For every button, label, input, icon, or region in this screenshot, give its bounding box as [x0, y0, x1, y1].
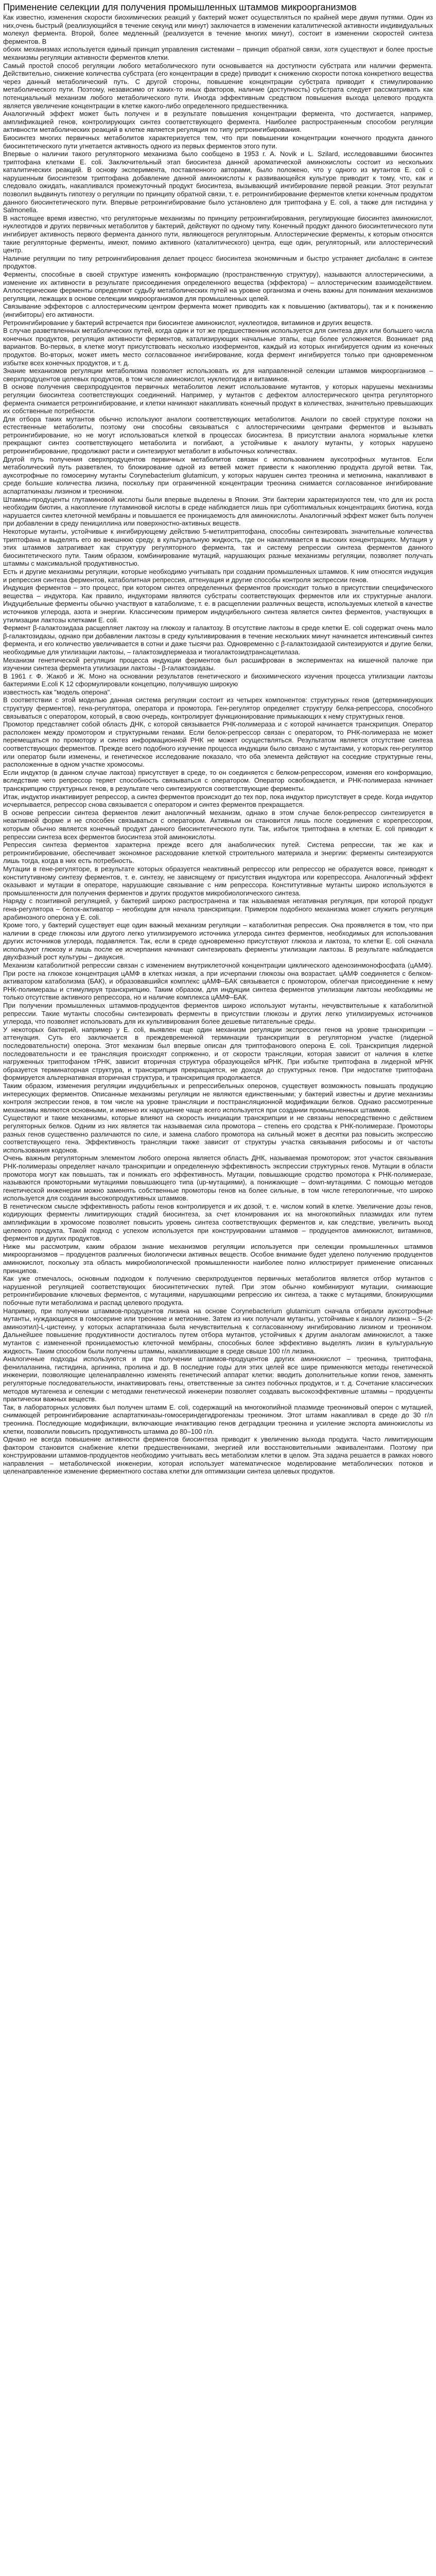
paragraph: В основе получения сверхпродуцентов первичных метаболитов лежит использование мутантов, у которых нарушены механизмы регуляции биосинтеза соответствующих соединений. Например, у мутантов с дефектом аллостерического центра регуляторного фермента снимается ретроингибирование, и клетки начинают накапливать конечный продукт в количествах, значительно превышающих их собственные потребности.	[3, 383, 433, 415]
paragraph: обоих механизмах используется единый принцип управления системами – принцип обратной связи, хотя существуют и более простые механизмы регуляции активности ферментов клетки.	[3, 45, 433, 61]
paragraph: Как уже отмечалось, основным подходом к получению сверхпродуцентов первичных метаболитов является отбор мутантов с нарушенной регуляцией соответствующих биосинтетических путей. При этом обычно комбинируют мутации, снимающие ретроингибирование ключевых ферментов, с мутациями, нарушающими репрессию их синтеза, а также с мутациями, блокирующими побочные пути метаболизма и распад целевого продукта.	[3, 1275, 433, 1307]
paragraph: Для отбора таких мутантов обычно используют аналоги соответствующих метаболитов. Аналоги по своей структуре похожи на естественные метаболиты, поэтому они способны связываться с аллостерическими центрами ферментов и вызывать ретроингибирование, но не могут использоваться клеткой в процессах биосинтеза. В присутствии аналога нормальные клетки прекращают синтез соответствующего метаболита и погибают, а устойчивые к аналогу мутанты, у которых нарушено ретроингибирование, продолжают расти и синтезируют метаболит в избыточных количествах.	[3, 415, 433, 455]
paragraph: Механизм генетической регуляции процесса индукции ферментов был расшифрован в экспериментах на кишечной палочке при изучении синтеза фермента утилизации лактозы - β-галактозидазы.	[3, 656, 433, 672]
paragraph: Кроме того, у бактерий существует еще один важный механизм регуляции – катаболитная репрессия. Она проявляется в том, что при наличии в среде глюкозы или другого легко утилизируемого источника углерода синтез ферментов, необходимых для использования других источников углерода, подавляется. Так, если в среде одновременно присутствуют глюкоза и лактоза, то клетки E. coli сначала используют глюкозу и лишь после ее исчерпания начинают синтезировать ферменты утилизации лактозы. В результате наблюдается двухфазный рост культуры – диауксия.	[3, 921, 433, 961]
paragraph: Впервые о наличии такого регуляторного механизма было сообщено в 1953 г. А. Novik и L. Szilard, исследовавшими биосинтез триптофана клетками Е. coli. Заключительный этап биосинтеза данной ароматической аминокислоты состоит из нескольких каталитических реакций. В основу эксперимента, поставленного авторами, было положено, что у одного из мутантов Е. coli с нарушенным биосинтезом триптофана добавление данной аминокислоты к развивающейся культуре приводит к тому, что, как и следовало ожидать, накапливался промежуточный продукт биосинтеза, вызывающий ингибирование первой реакции. Этот результат позволил выдвинуть гипотезу о регуляции по принципу обратной связи, т. е. ретроингибирование ферментов клетки конечным продуктом данного биосинтетического пути. Впервые ретроингибирование было установлено для триптофана у E. coli, а также для гистидина у Salmonella.	[3, 150, 433, 214]
paragraph: Самый простой способ регуляции любого метаболического пути основывается на доступности субстрата или наличии фермента. Действительно, снижение количества субстрата (его концентрации в среде) приводит к снижению скорости потока конкретного вещества через данный метаболический путь. С другой стороны, повышение концентрации субстрата приводит к стимулированию метаболического пути. Поэтому, независимо от каких-то иных факторов, наличие (доступность) субстрата следует рассматривать как потенциальный механизм любого метаболического пути. Иногда эффективным средством повышения выхода целевого продукта является увеличение концентрации в клетке какого-либо определенного предшественника.	[3, 61, 433, 110]
paragraph: Итак, индуктор инактивирует репрессор, а синтез ферментов происходит до тех пор, пока индуктор присутствует в среде. Когда индуктор исчерпывается, репрессор снова связывается с оператором и синтез ферментов прекращается.	[3, 792, 433, 809]
paragraph: Наряду с позитивной регуляцией, у бактерий широко распространена и так называемая негативная регуляция, при которой продукт гена-регулятора – белок-активатор – необходим для начала транскрипции. Примером подобного механизма может служить регуляция арабинозного оперона у Е. coli.	[3, 897, 433, 921]
paragraph: Связывание эффекторов с аллостерическим центром фермента может приводить как к повышению (активаторы), так и к понижению (ингибиторы) его активности.	[3, 302, 433, 318]
paragraph: Наличие регуляции по типу ретроингибирования делает процесс биосинтеза экономичным и быстро устраняет дисбаланс в синтезе продуктов.	[3, 254, 433, 270]
paragraph: В 1961 г. Ф. Жакоб и Ж. Моно на основании результатов генетического и биохимического изучения процесса утилизации лактозы бактериями E.coli K 12 сформулировали концепцию, получившую широкую	[3, 672, 433, 688]
paragraph: Например, при получении штаммов-продуцентов лизина на основе Corynebacterium glutamicum сначала отбирали ауксотрофные мутанты, нуждающиеся в гомосерине или треонине и метионине. Затем из них получали мутанты, устойчивые к аналогу лизина – S-(2-аминоэтил)-L-цистеину, у которых аспартаткиназа была нечувствительна к согласованному ингибированию лизином и треонином. Дальнейшее повышение продуктивности достигалось путем отбора мутантов, устойчивых к другим аналогам аминокислот, а также мутантов с измененной проницаемостью клеточной мембраны, способных более эффективно выделять лизин в культуральную жидкость. Таким способом были получены штаммы, накапливающие в среде свыше 100 г/л лизина.	[3, 1307, 433, 1355]
paragraph: Знание механизмов регуляции метаболизма позволяет использовать их для направленной селекции штаммов микроорганизмов – сверхпродуцентов целевых продуктов, в том числе аминокислот, нуклеотидов и витаминов.	[3, 367, 433, 383]
paragraph: Мутации в гене-регуляторе, в результате которых образуется неактивный репрессор или репрессор не образуется вовсе, приводят к конститутивному синтезу ферментов, т. е. синтезу, не зависящему от присутствия индуктора или корепрессора. Аналогичный эффект оказывают и мутации в операторе, нарушающие связывание с ним репрессора. Конститутивные мутанты широко используются в промышленности для получения ферментов и других продуктов микробиологического синтеза.	[3, 865, 433, 897]
article-body	[3, 13, 433, 1476]
paragraph: Ниже мы рассмотрим, каким образом знание механизмов регуляции используется при селекции промышленных штаммов микроорганизмов – продуцентов различных биологически активных веществ. Особое внимание будет уделено получению продуцентов аминокислот, поскольку эта область микробиологической промышленности наиболее полно иллюстрирует применение описанных принципов.	[3, 1242, 433, 1275]
paragraph: Очень важным регуляторным элементом любого оперона является область ДНК, называемая промотором; этот участок связывания РНК-полимеразы определяет начало транскрипции и определенную эффективность экспрессии структурных генов. Мутации в области промотора могут как повышать, так и понижать его эффективность. Мутации, повышающие сродство промотора к РНК-полимеразе, называются промоторными мутациями повышающего типа (up-мутациями), а понижающие – down-мутациями. С помощью методов генетической инженерии можно заменять собственные промоторы генов на более сильные, в том числе гетерологичные, что широко используется для создания высокопродуктивных штаммов.	[3, 1154, 433, 1202]
paragraph: Фермент β-галактозидаза расщепляет лактозу на глюкозу и галактозу. В отсутствие лактозы в среде клетки E. coli содержат очень мало β-галактозидазы, однако при добавлении лактозы в среду культивирования в течение нескольких минут начинается интенсивный синтез фермента, и его количество увеличивается в сотни и даже тысячи раз. Одновременно с β-галактозидазой синтезируются и другие белки, необходимые для утилизации лактозы, – галактозидпермеаза и тиогалактозидтрансацетилаза.	[3, 624, 433, 656]
paragraph: В основе репрессии синтеза ферментов лежит аналогичный механизм, однако в этом случае белок-репрессор синтезируется в неактивной форме и не способен связываться с оператором. Активным он становится лишь после соединения с корепрессором, которым обычно является конечный продукт данного биосинтетического пути. Так, избыток триптофана в клетках E. coli приводит к репрессии синтеза всех ферментов биосинтеза этой аминокислоты.	[3, 808, 433, 841]
paragraph: Некоторые мутанты, устойчивые к ингибирующему действию 5-метилтриптофана, способны синтезировать значительные количества триптофана и выделять его во внешнюю среду, в культуральную жидкость, где он накапливается в высоких концентрациях. Мутация у этих штаммов затрагивает как структуру регуляторного фермента, так и систему репрессии синтеза ферментов данного биосинтетического пути. Таким образом, комбинирование мутаций, нарушающих разные механизмы регуляции, позволяет получать штаммы с максимальной продуктивностью.	[3, 528, 433, 568]
paragraph: У некоторых бактерий, например у E. coli, выявлен еще один механизм регуляции экспрессии генов на уровне транскрипции – аттенуация. Суть его заключается в преждевременной терминации транскрипции в регуляторном участке (лидерной последовательности) оперона. Этот механизм был впервые описан для триптофанового оперона E. coli. Транскрипция лидерной последовательности и ее трансляция происходят сопряженно, и от скорости трансляции, которая зависит от наличия в клетке нагруженных триптофаном тРНК, зависит вторичная структура образующейся мРНК. При избытке триптофана в лидерной мРНК образуется терминаторная структура, и транскрипция прекращается, не доходя до структурных генов. При недостатке триптофана формируется альтернативная вторичная структура, и транскрипция продолжается.	[3, 1025, 433, 1082]
paragraph: В настоящее время известно, что регуляторные механизмы по принципу ретроингибирования, регулирующие биосинтез аминокислот, нуклеотидов и других первичных метаболитов у бактерий, действуют по одному типу. Конечный продукт данного биосинтетического пути ингибирует активность первого фермента данного пути, являющегося регуляторным. Аллостерические ферменты, к которым относятся такие регуляторные ферменты, имеют, помимо активного (каталитического) центра, еще один, регуляторный, или аллостерический центр.	[3, 214, 433, 255]
paragraph: Биосинтез многих первичных метаболитов характеризуется тем, что при повышении концентрации конечного продукта данного биосинтетического пути угнетается активность одного из первых ферментов этого пути.	[3, 133, 433, 150]
paragraph: Штаммы-продуценты глутаминовой кислоты были впервые выделены в Японии. Эти бактерии характеризуются тем, что для их роста необходим биотин, а накопление глутаминовой кислоты в среде наблюдается лишь при субоптимальных концентрациях биотина, когда нарушается синтез клеточной мембраны и повышается ее проницаемость для аминокислоты. Аналогичный эффект может быть получен при добавлении в среду пенициллина или поверхностно-активных веществ.	[3, 495, 433, 528]
paragraph: Так, в лабораторных условиях был получен штамм E. coli, содержащий на многокопийной плазмиде треониновый оперон с мутацией, снимающей ретроингибирование аспартаткиназы-гомосериндегидрогеназы треонином. Этот штамм накапливал в среде до 30 г/л треонина. Последующие модификации, включающие инактивацию генов деградации треонина и усиление экспорта аминокислоты из клетки, позволили повысить продуктивность штамма до 80–100 г/л.	[3, 1403, 433, 1435]
paragraph: В генетическом смысле эффективность работы генов контролируется и их дозой, т. е. числом копий в клетке. Увеличение дозы генов, кодирующих ферменты лимитирующих стадий биосинтеза, за счет клонирования их на многокопийных плазмидах или путем амплификации в хромосоме позволяет повысить уровень синтеза соответствующих ферментов и, как следствие, увеличить выход целевого продукта. Такой подход с успехом используется при конструировании штаммов – продуцентов аминокислот, витаминов, ферментов и других продуктов.	[3, 1202, 433, 1243]
paragraph: Промотор представляет собой область ДНК, с которой связывается РНК-полимераза и с которой начинается транскрипция. Оператор расположен между промотором и структурными генами. Если белок-репрессор связан с оператором, то РНК-полимераза не может перемещаться по промотору и синтез информационной РНК не может осуществляться. Результатом является отсутствие синтеза соответствующих ферментов. Прежде всего подобного изучение процесса индукции было связано с мутантами, у которых ген-регулятор или оператор были изменены, и генетическое исследование показало, что оба элемента действуют на соседние структурные гены, расположенные в одном участке хромосомы.	[3, 720, 433, 769]
paragraph: В случае разветвленных метаболических путей, когда один и тот же предшественник используется для синтеза двух или большего числа конечных продуктов, регуляция активности ферментов, катализирующих начальные этапы, еще более усложняется. Возникает ряд вариантов. Во-первых, в клетке могут присутствовать несколько изоферментов, каждый из которых ингибируется одним из конечных продуктов. Во-вторых, может иметь место согласованное ингибирование, когда фермент ингибируется только при одновременном избытке всех конечных продуктов, и т. д.	[3, 327, 433, 367]
paragraph: Однако не всегда повышение активности ферментов биосинтеза приводит к увеличению выхода продукта. Часто лимитирующим фактором становится снабжение клетки предшественниками, энергией или восстановительными эквивалентами. Поэтому при конструировании штаммов-продуцентов необходимо учитывать весь метаболизм клетки в целом. Эта задача решается в рамках нового направления – метаболической инженерии, которая использует математическое моделирование метаболических потоков и целенаправленное изменение ферментного состава клетки для оптимизации синтеза целевых продуктов.	[3, 1435, 433, 1476]
paragraph: Индукция ферментов – это процесс, при котором синтез определенных ферментов происходит только в присутствии специфического вещества – индуктора. Как правило, индукторами являются субстраты соответствующих ферментов или их структурные аналоги. Индуцибельные ферменты обычно участвуют в катаболизме, т. е. в расщеплении различных веществ, используемых клеткой в качестве источников углерода, азота и энергии. Классическим примером индуцибельного синтеза является синтез ферментов, участвующих в утилизации лактозы клетками Е. coli.	[3, 584, 433, 624]
paragraph: Если индуктор (в данном случае лактоза) присутствует в среде, то он соединяется с белком-репрессором, изменяя его конформацию, вследствие чего репрессор теряет способность связываться с оператором. Оператор освобождается, и РНК-полимераза начинает транскрипцию структурных генов, в результате чего синтезируются соответствующие ферменты.	[3, 768, 433, 792]
paragraph: Аналогичные подходы используются и при получении штаммов-продуцентов других аминокислот – треонина, триптофана, фенилаланина, гистидина, аргинина, пролина и др. В последние годы для этих целей все шире применяются методы генетической инженерии, позволяющие целенаправленно изменять генетический аппарат клетки: вводить дополнительные копии генов, заменять регуляторные последовательности, инактивировать гены, ответственные за синтез побочных продуктов, и т. д. Сочетание классических методов мутагенеза и селекции с методами генетической инженерии позволяет создавать высокоэффективные штаммы – продуценты практически важных веществ.	[3, 1355, 433, 1403]
paragraph: При получении промышленных штаммов-продуцентов ферментов широко используют мутанты, нечувствительные к катаболитной репрессии. Такие мутанты способны синтезировать ферменты в присутствии глюкозы и других легко утилизируемых источников углерода, что позволяет использовать для их культивирования более дешевые питательные среды.	[3, 1002, 433, 1026]
paragraph: Механизм катаболитной репрессии связан с изменением внутриклеточной концентрации циклического аденозинмонофосфата (цАМФ). При росте на глюкозе концентрация цАМФ в клетках низкая, а при исчерпании глюкозы она возрастает. цАМФ соединяется с белком-активатором катаболизма (БАК), и образовавшийся комплекс цАМФ–БАК связывается с промотором, облегчая присоединение к нему РНК-полимеразы и стимулируя транскрипцию. Таким образом, для индукции синтеза ферментов утилизации лактозы необходимы не только отсутствие активного репрессора, но и наличие комплекса цАМФ–БАК.	[3, 961, 433, 1002]
paragraph: известность как "модель оперона".	[3, 688, 112, 696]
paragraph: Существуют и такие механизмы, которые влияют на скорость инициации транскрипции и не связаны непосредственно с действием регуляторных белков. Одним из них является так называемая сила промотора – степень его сродства к РНК-полимеразе. Промоторы разных генов существенно различаются по силе, и замена слабого промотора на сильный может в десятки раз повысить экспрессию соответствующего гена. Эффективность трансляции также зависит от структуры участка связывания рибосомы и от частоты использования кодонов.	[3, 1114, 433, 1154]
paragraph: Есть и другие механизмы регуляции, которые необходимо учитывать при создании промышленных штаммов. К ним относятся индукция и репрессия синтеза ферментов, катаболитная репрессия, аттенуация и другие способы контроля экспрессии генов.	[3, 567, 433, 584]
paragraph: Аналогичный эффект может быть получен и в результате повышения концентрации фермента, что достигается, например, амплификацией генов, контролирующих синтез соответствующего фермента. Наиболее распространенным способом регуляции активности метаболических реакций в клетке является регуляция по типу ретроингибирования.	[3, 110, 433, 134]
paragraph: Другой путь получения сверхпродуцентов первичных метаболитов связан с использованием ауксотрофных мутантов. Если метаболический путь разветвлен, то блокирование одной из ветвей может привести к накоплению продукта другой ветви. Так, ауксотрофные по гомосерину мутанты Corynebacterium glutamicum, у которых нарушен синтез треонина и метионина, накапливают в среде большие количества лизина, поскольку при ограниченной концентрации треонина снимается согласованное ингибирование аспартаткиназы лизином и треонином.	[3, 455, 433, 496]
paragraph: В соответствии с этой моделью данная система регуляции состоит из четырех компонентов: структурных генов (детерминирующих структуру ферментов), гена-регулятора, оператора и промотора. Ген-регулятор определяет структуру белка-репрессора, способного связываться с оператором, который, в свою очередь, контролирует функционирование примыкающих к нему структурных генов.	[3, 696, 433, 720]
paragraph: Ферменты, способные в своей структуре изменять конформацию (пространственную структуру), называются аллостерическими, а изменение их активности в результате присоединения определенного вещества (эффектора) – аллостерическим взаимодействием. Аллостерические ферменты определяют судьбу метаболических путей на уровне организма и очень важны для понимания механизмов регуляции, лежащих в основе селекции микроорганизмов для промышленных целей.	[3, 270, 433, 302]
paragraph: Таким образом, изменения регуляции индуцибельных и репрессибельных оперонов, существует возможность повышать продукцию интересующих ферментов. Описанные механизмы регуляции не являются единственными; у бактерий известны и другие механизмы контроля экспрессии генов, в том числе на уровне трансляции и посттрансляционной модификации белков. Однако рассмотренные механизмы являются основными, и именно их нарушение чаще всего используется при создании промышленных штаммов.	[3, 1081, 433, 1114]
paragraph: Ретроингибирование у бактерий встречается при биосинтезе аминокислот, нуклеотидов, витаминов и других веществ.	[3, 318, 373, 327]
article-title: Применение селекции для получения промышленных штаммов микроорганизмов	[3, 2, 357, 12]
paragraph: Репрессия синтеза ферментов характерна прежде всего для анаболических путей. Система репрессии, так же как и ретроингибирование, обеспечивает экономное расходование клеткой строительного материала и энергии: ферменты синтезируются лишь тогда, когда в них есть потребность.	[3, 841, 433, 865]
paragraph: Как известно, изменения скорости биохимических реакций у бактерий может осуществляться по крайней мере двумя путями. Один из них,очень быстрый (реализующийся в течение секунд или минут) заключается в изменении каталитической активности индивидуальных молекул фермента. Второй, более медленный (реализуется в течение многих минут), состоит в изменении скоростей синтеза ферментов. В	[3, 13, 433, 45]
